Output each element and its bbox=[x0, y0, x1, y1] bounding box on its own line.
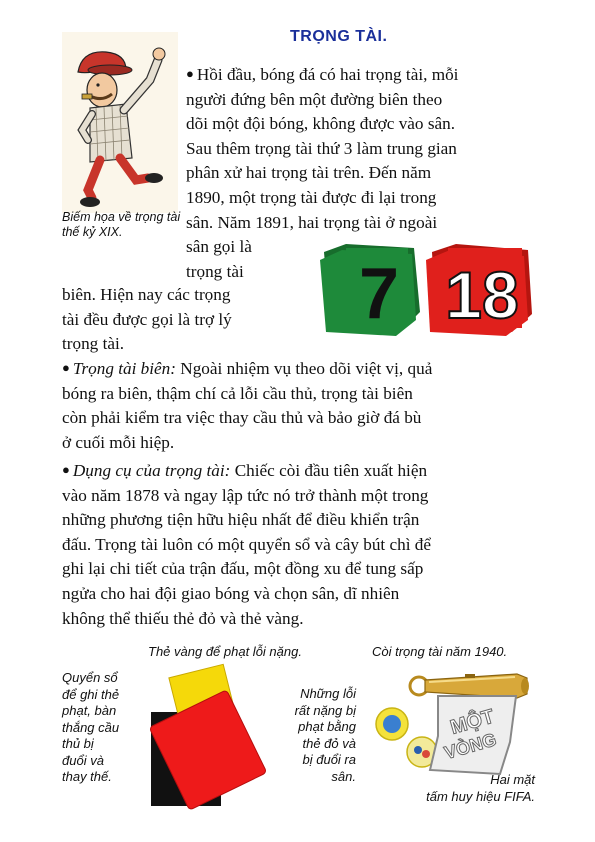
cartoon-caption: Biếm họa về trọng tài thế kỷ XIX. bbox=[62, 210, 181, 239]
p3-heading: Dụng cụ của trọng tài: bbox=[72, 461, 231, 480]
red-card-caption bbox=[276, 686, 356, 785]
notebook-caption-line: thủ bị bbox=[62, 736, 94, 751]
red-board bbox=[426, 244, 532, 336]
paragraph-2 bbox=[62, 356, 534, 455]
bullet-icon: ● bbox=[62, 462, 70, 477]
red-card-caption-line: rất nặng bị bbox=[294, 702, 356, 718]
p1-line-10: tài đều được gọi là trợ lý bbox=[62, 309, 232, 329]
red-card-caption-line: sân. bbox=[331, 768, 356, 784]
paragraph-3 bbox=[62, 458, 534, 631]
red-board-number: 18 bbox=[445, 258, 519, 332]
red-card-caption-line: thẻ đỏ và bbox=[302, 735, 356, 751]
red-card-caption-line: bị đuổi ra bbox=[302, 752, 356, 767]
p1-line-3: Sau thêm trọng tài thứ 3 làm trung gian bbox=[186, 138, 457, 158]
badge-caption-line: Hai mặt bbox=[490, 772, 535, 787]
p1-line-1: người đứng bên một đường biên theo bbox=[186, 89, 443, 109]
stamp-logo bbox=[424, 690, 520, 780]
red-card-caption-line: Những lỗi bbox=[300, 686, 356, 701]
badge-caption-line: tấm huy hiệu FIFA. bbox=[426, 788, 535, 804]
badge-caption bbox=[420, 772, 535, 805]
notebook-caption-line: để ghi thẻ bbox=[62, 686, 120, 702]
p3-line-0: Chiếc còi đầu tiên xuất hiện bbox=[230, 461, 428, 480]
p3-line-6: không thể thiếu thẻ đỏ và thẻ vàng. bbox=[62, 608, 304, 628]
p2-heading: Trọng tài biên: bbox=[72, 359, 176, 378]
yellow-card-caption: Thẻ vàng để phạt lỗi nặng. bbox=[148, 644, 302, 659]
p3-line-1: vào năm 1878 và ngay lập tức nó trở thành một trong bbox=[62, 485, 429, 505]
p3-line-2: những phương tiện hữu hiệu nhất để điều khiển trận bbox=[62, 510, 420, 530]
notebook-caption-line: đuổi và bbox=[62, 752, 104, 768]
p2-line-1: bóng ra biên, thậm chí cả lỗi cầu thủ, trọng tài biên bbox=[62, 383, 413, 403]
page-title: TRỌNG TÀI. bbox=[290, 28, 388, 45]
p1-line-5: 1890, một trọng tài được đi lại trong bbox=[186, 187, 437, 207]
notebook-caption-line: phạt, bàn bbox=[62, 703, 117, 718]
p2-line-3: ở cuối mỗi hiệp. bbox=[62, 432, 175, 452]
substitution-boards bbox=[316, 240, 536, 340]
p1-line-6: sân. Năm 1891, hai trọng tài ở ngoài bbox=[186, 212, 438, 232]
p1-line-2: dõi một đội bóng, không được vào sân. bbox=[186, 114, 456, 134]
p3-line-5: ngửa cho hai đội giao bóng và chọn sân, dĩ nhiên bbox=[62, 583, 400, 603]
green-board bbox=[320, 244, 420, 336]
bullet-icon: ● bbox=[186, 66, 194, 81]
green-board-number: 7 bbox=[358, 254, 400, 334]
paragraph-1-continued bbox=[62, 283, 312, 357]
red-card-caption-line: phạt bằng bbox=[298, 719, 356, 734]
p1-line-7: sân gọi là bbox=[186, 237, 252, 257]
p1-line-4: phân xử hai trọng tài trên. Đến năm bbox=[186, 163, 432, 183]
svg-text:VÒNG: VÒNG bbox=[442, 729, 499, 764]
svg-text:MỘT: MỘT bbox=[447, 705, 497, 739]
p1-line-9: biên. Hiện nay các trọng bbox=[62, 285, 231, 304]
notebook-caption-line: thay thế. bbox=[62, 769, 112, 784]
p3-line-4: ghi lại chi tiết của trận đấu, một đồng xu để tung sấp bbox=[62, 559, 424, 579]
whistle-caption: Còi trọng tài năm 1940. bbox=[372, 644, 508, 659]
referee-cartoon-illustration bbox=[60, 30, 180, 215]
p1-line-8: trọng tài bbox=[186, 261, 244, 281]
notebook-caption bbox=[62, 670, 147, 786]
notebook-caption-line: thắng cầu bbox=[62, 719, 120, 735]
bullet-icon: ● bbox=[62, 360, 70, 375]
notebook-caption-line: Quyển sổ bbox=[62, 670, 118, 685]
p1-line-11: trọng tài. bbox=[62, 334, 125, 354]
p2-line-0: Ngoài nhiệm vụ theo dõi việt vị, quả bbox=[176, 359, 433, 378]
p2-line-2: còn phải kiểm tra việc thay cầu thủ và bảo giờ đá bù bbox=[62, 408, 422, 428]
cards-illustration bbox=[145, 660, 275, 810]
p3-line-3: đấu. Trọng tài luôn có một quyển sổ và cây bút chì để bbox=[62, 534, 432, 554]
p1-line-0: Hồi đầu, bóng đá có hai trọng tài, mỗi bbox=[196, 65, 459, 84]
